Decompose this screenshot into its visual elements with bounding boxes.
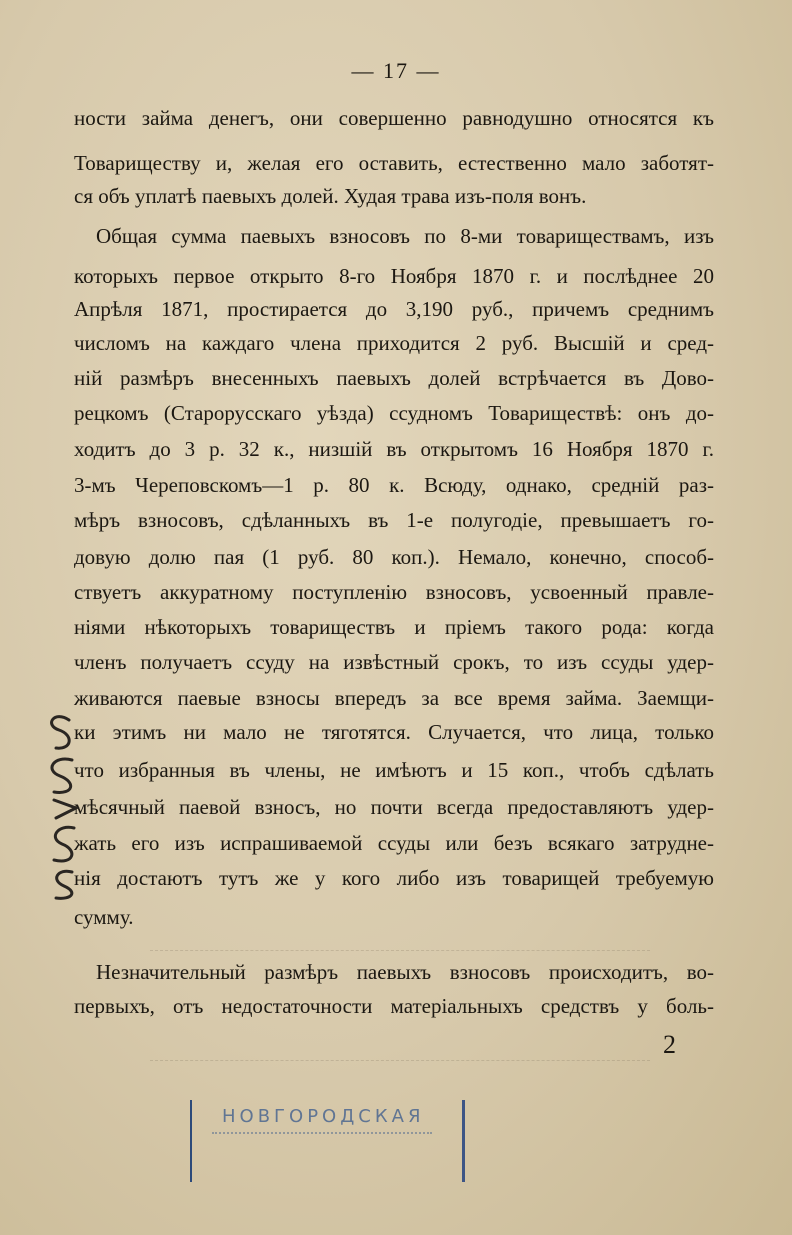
text-line: рецкомъ (Старорусскаго уѣзда) ссудномъ Товариществѣ: онъ до- bbox=[74, 401, 714, 425]
library-stamp bbox=[190, 1100, 465, 1182]
text-line: Незначительный размѣръ паевыхъ взносовъ происходитъ, во- bbox=[96, 960, 714, 984]
text-line: жать его изъ испрашиваемой ссуды или безъ всякаго затрудне- bbox=[74, 831, 714, 855]
text-line: ніями нѣкоторыхъ товариществъ и пріемъ такого рода: когда bbox=[74, 615, 714, 639]
text-line: сумму. bbox=[74, 905, 134, 929]
text-line: что избранныя въ члены, не имѣютъ и 15 коп., чтобъ сдѣлать bbox=[74, 758, 714, 782]
text-line: Апрѣля 1871, простирается до 3,190 руб., причемъ среднимъ bbox=[74, 297, 714, 321]
text-line: ній размѣръ внесенныхъ паевыхъ долей встрѣчается въ Дово- bbox=[74, 366, 714, 390]
text-line: первыхъ, отъ недостаточности матеріальныхъ средствъ у боль- bbox=[74, 994, 714, 1018]
stamp-smudge bbox=[212, 1132, 432, 1142]
text-line: мѣсячный паевой взносъ, но почти всегда предоставляютъ удер- bbox=[74, 795, 714, 819]
handwritten-inventory-number bbox=[14, 700, 104, 900]
text-line: ся объ уплатѣ паевыхъ долей. Худая трава изъ-поля вонъ. bbox=[74, 184, 587, 208]
text-line: Общая сумма паевыхъ взносовъ по 8-ми товариществамъ, изъ bbox=[96, 224, 714, 248]
stamp-text: НОВГОРОДСКАЯ bbox=[222, 1106, 425, 1127]
page-number: — 17 — bbox=[351, 58, 441, 83]
text-line: ствуетъ аккуратному поступленію взносовъ, усвоенный правле- bbox=[74, 580, 714, 604]
text-line: 3-мъ Череповскомъ—1 р. 80 к. Всюду, однако, средній раз- bbox=[74, 473, 714, 497]
text-line: членъ получаетъ ссуду на извѣстный срокъ, то изъ ссуды удер- bbox=[74, 650, 714, 674]
text-line: ности займа денегъ, они совершенно равнодушно относятся къ bbox=[74, 106, 714, 130]
bleed-through-mark bbox=[150, 1060, 650, 1071]
sheet-signature-mark: 2 bbox=[663, 1030, 676, 1059]
text-line: живаются паевые взносы впередъ за все время займа. Заемщи- bbox=[74, 686, 714, 710]
text-line: Товариществу и, желая его оставить, естественно мало заботят- bbox=[74, 151, 714, 175]
bleed-through-mark bbox=[150, 950, 650, 961]
text-line: ходитъ до 3 р. 32 к., низшій въ открытомъ 16 Ноября 1870 г. bbox=[74, 437, 714, 461]
text-line: довую долю пая (1 руб. 80 коп.). Немало, конечно, способ- bbox=[74, 545, 714, 569]
text-line: ки этимъ ни мало не тяготятся. Случается, что лица, только bbox=[74, 720, 714, 744]
text-line: нія достаютъ тутъ же у кого либо изъ товарищей требуемую bbox=[74, 866, 714, 890]
text-line: которыхъ первое открыто 8-го Ноября 1870 г. и послѣднее 20 bbox=[74, 264, 714, 288]
text-line: числомъ на каждаго члена приходится 2 руб. Высшій и сред- bbox=[74, 331, 714, 355]
text-line: мѣръ взносовъ, сдѣланныхъ въ 1-е полугодіе, превышаетъ го- bbox=[74, 508, 714, 532]
